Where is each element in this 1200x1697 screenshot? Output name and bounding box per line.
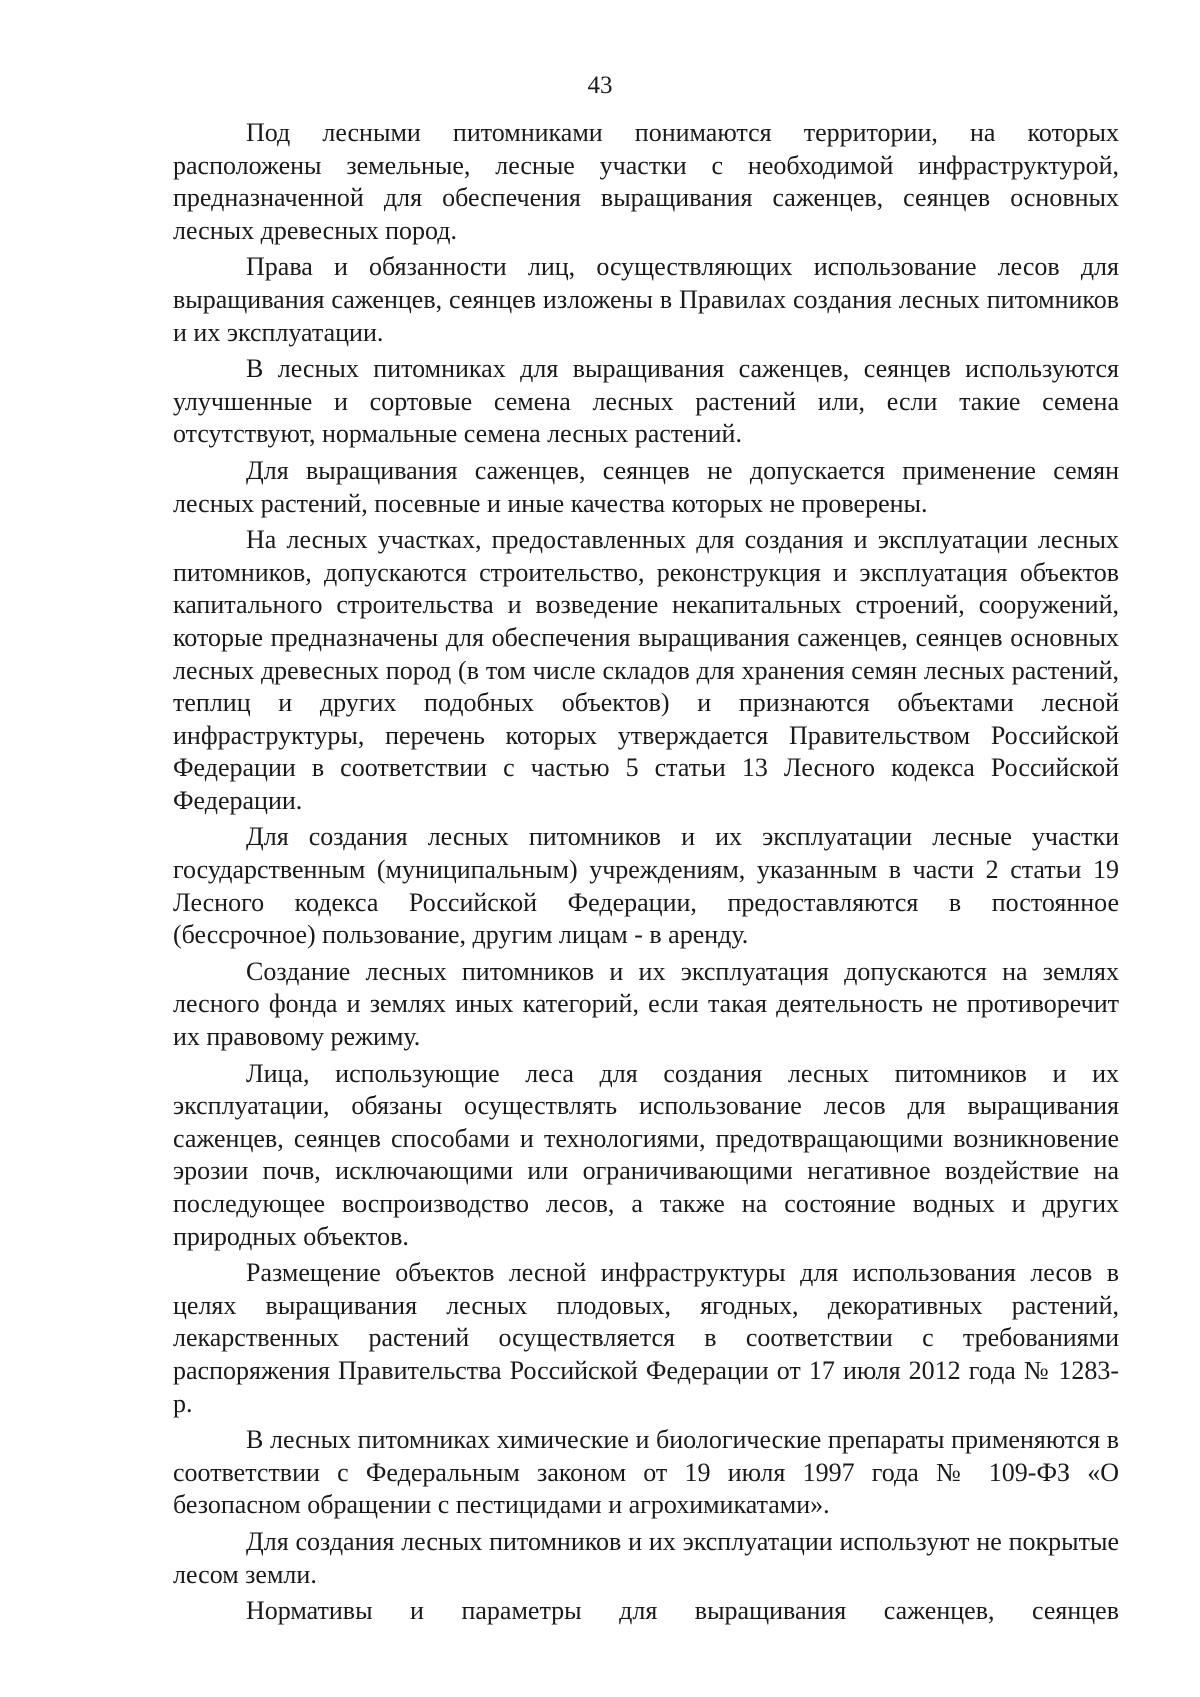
paragraph-continued: Нормативы и параметры для выращивания саженцев, сеянцев <box>246 1596 1119 1626</box>
paragraph: На лесных участках, предоставленных для создания и эксплуатации лесных питомников, допускаются строительство, реконструкция и эксплуатация объектов капитального строительства и возведение некапитальных строений, сооружений, которые предназначены для обеспечения выращивания саженцев, сеянцев основных лесных древесных пород (в том числе складов для хранения семян лесных растений, теплиц и других подобных объектов) и признаются объектами лесной инфраструктуры, перечень которых утверждается Правительством Российской Федерации в соответствии с частью 5 статьи 13 Лесного кодекса Российской Федерации. <box>173 525 1119 815</box>
paragraph: Для создания лесных питомников и их эксплуатации лесные участки государственным (муниципальным) учреждениям, указанным в части 2 статьи 19 Лесного кодекса Российской Федерации, предоставляются в постоянное (бессрочное) пользование, другим лицам - в аренду. <box>173 822 1119 950</box>
paragraph: Для создания лесных питомников и их эксплуатации используют не покрытые лесом земли. <box>173 1526 1119 1589</box>
paragraph: Для выращивания саженцев, сеянцев не допускается применение семян лесных растений, посевные и иные качества которых не проверены. <box>173 455 1119 518</box>
document-body <box>173 117 1119 1632</box>
paragraph: Под лесными питомниками понимаются территории, на которых расположены земельные, лесные участки с необходимой инфраструктурой, предназначенной для обеспечения выращивания саженцев, сеянцев основных лесных древесных пород. <box>173 118 1119 245</box>
paragraph: Создание лесных питомников и их эксплуатация допускаются на землях лесного фонда и землях иных категорий, если такая деятельность не противоречит их правовому режиму. <box>173 956 1119 1052</box>
paragraph: В лесных питомниках для выращивания саженцев, сеянцев используются улучшенные и сортовые семена лесных растений или, если такие семена отсутствуют, нормальные семена лесных растений. <box>173 354 1119 449</box>
paragraph: Лица, использующие леса для создания лесных питомников и их эксплуатации, обязаны осуществлять использование лесов для выращивания саженцев, сеянцев способами и технологиями, предотвращающими возникновение эрозии почв, исключающими или ограничивающими негативное воздействие на последующее воспроизводство лесов, а также на состояние водных и других природных объектов. <box>173 1058 1119 1251</box>
page-number: 43 <box>587 72 613 99</box>
paragraph: В лесных питомниках химические и биологические препараты применяются в соответствии с Федеральным законом от 19 июля 1997 года № 109-ФЗ «О безопасном обращении с пестицидами и агрохимикатами». <box>173 1425 1119 1520</box>
paragraph: Размещение объектов лесной инфраструктуры для использования лесов в целях выращивания лесных плодовых, ягодных, декоративных растений, лекарственных растений осуществляется в соответствии с требованиями распоряжения Правительства Российской Федерации от 17 июля 2012 года № 1283-р. <box>173 1258 1119 1418</box>
paragraph: Права и обязанности лиц, осуществляющих использование лесов для выращивания саженцев, сеянцев изложены в Правилах создания лесных питомников и их эксплуатации. <box>173 252 1119 347</box>
